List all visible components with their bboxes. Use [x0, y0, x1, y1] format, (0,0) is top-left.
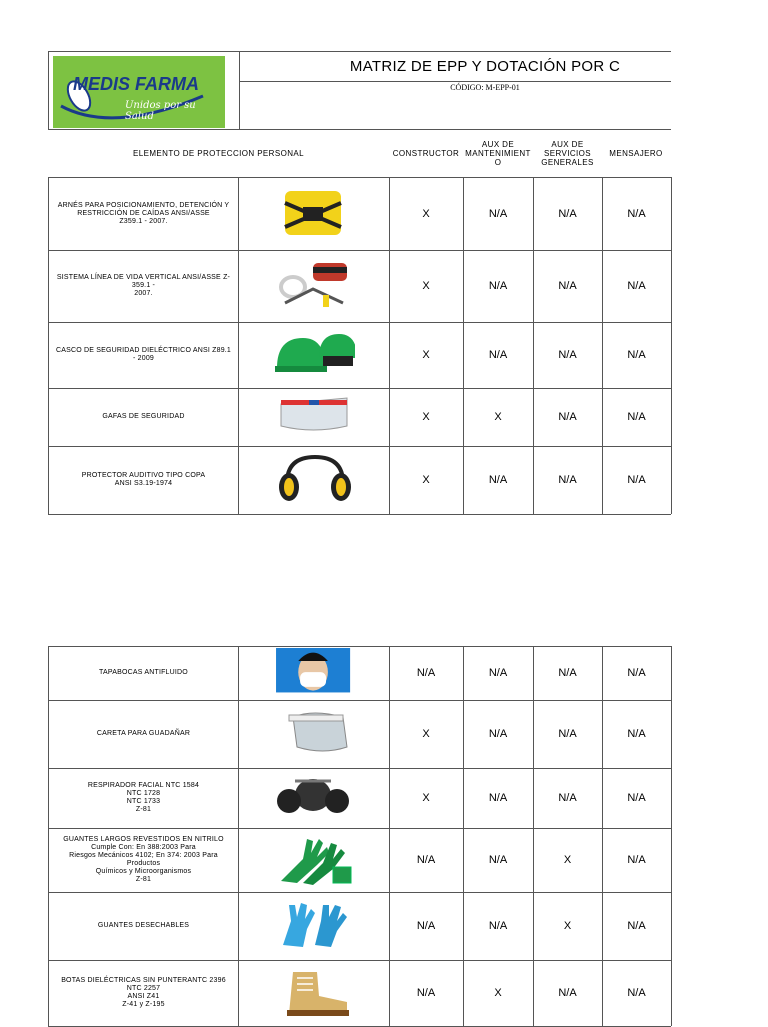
epp-element-name: PROTECTOR AUDITIVO TIPO COPA ANSI S3.19-1974: [81, 472, 206, 487]
epp-value-cell: N/A: [627, 474, 646, 486]
epp-element-name: GAFAS DE SEGURIDAD: [102, 413, 185, 420]
lifeline-icon: [239, 250, 389, 322]
epp-element-name: GUANTES LARGOS REVESTIDOS EN NITRILO Cumple Con: En 388:2003 Para Riesgos Mecánicos 4102; En 374: 2003 Para Productos Químicos y Microorganismos Z-81: [63, 836, 224, 883]
epp-value-cell: N/A: [488, 854, 508, 866]
epp-value-cell: N/A: [627, 411, 646, 423]
epp-value-cell: N/A: [558, 987, 577, 999]
boots-icon: [239, 960, 389, 1026]
epp-value-cell: N/A: [488, 474, 508, 486]
epp-value-cell: N/A: [488, 667, 508, 679]
epp-element-name: CASCO DE SEGURIDAD DIELÉCTRICO ANSI Z89.1 - 2009: [55, 347, 232, 362]
epp-value-cell: N/A: [558, 411, 577, 423]
epp-element-name: RESPIRADOR FACIAL NTC 1584 NTC 1728 NTC 1733 Z-81: [87, 782, 200, 813]
epp-value-cell: X: [422, 207, 430, 220]
earmuffs-icon: [239, 446, 389, 514]
company-logo: [53, 56, 225, 128]
nitrile-gloves-icon: [239, 828, 389, 892]
col-header-aux-servicios: AUX DE SERVICIOS GENERALES: [541, 140, 594, 167]
epp-value-cell: N/A: [627, 854, 646, 866]
epp-value-cell: N/A: [558, 667, 577, 679]
epp-value-cell: N/A: [488, 207, 508, 220]
page-title: MATRIZ DE EPP Y DOTACIÓN POR C: [349, 58, 621, 75]
epp-value-cell: X: [422, 728, 430, 740]
col-header-element: ELEMENTO DE PROTECCION PERSONAL: [133, 149, 304, 158]
col-header-constructor: CONSTRUCTOR: [392, 149, 460, 158]
epp-element-name: ARNÉS PARA POSICIONAMIENTO, DETENCIÓN Y RESTRICCIÓN DE CAÍDAS ANSI/ASSE Z359.1 - 2007.: [57, 201, 230, 225]
epp-value-cell: X: [422, 411, 430, 423]
epp-element-name: CARETA PARA GUADAÑAR: [96, 730, 191, 737]
epp-value-cell: N/A: [627, 920, 646, 932]
epp-value-cell: N/A: [488, 280, 508, 292]
col-header-mensajero: MENSAJERO: [609, 149, 663, 158]
respirator-icon: [239, 768, 389, 828]
epp-value-cell: N/A: [627, 280, 646, 292]
epp-value-cell: X: [563, 854, 572, 866]
epp-value-cell: N/A: [488, 792, 508, 804]
epp-value-cell: N/A: [558, 349, 577, 361]
epp-value-cell: N/A: [558, 280, 577, 292]
epp-value-cell: N/A: [627, 667, 646, 679]
disposable-gloves-icon: [239, 892, 389, 960]
face-shield-icon: [239, 700, 389, 768]
epp-value-cell: X: [422, 792, 430, 804]
epp-value-cell: N/A: [558, 728, 577, 740]
helmet-icon: [239, 322, 389, 388]
epp-value-cell: N/A: [488, 349, 508, 361]
epp-element-name: SISTEMA LÍNEA DE VIDA VERTICAL ANSI/ASSE Z- 359.1 - 2007.: [56, 274, 231, 297]
epp-value-cell: X: [422, 349, 430, 361]
epp-value-cell: X: [494, 987, 502, 999]
epp-value-cell: N/A: [416, 854, 436, 866]
epp-value-cell: N/A: [627, 728, 646, 740]
epp-value-cell: N/A: [558, 207, 577, 220]
epp-value-cell: X: [494, 411, 502, 423]
epp-element-name: TAPABOCAS ANTIFLUIDO: [99, 669, 188, 676]
epp-value-cell: N/A: [558, 792, 577, 804]
epp-value-cell: N/A: [416, 667, 436, 679]
document-code: CÓDIGO: M-EPP-01: [450, 83, 520, 92]
epp-value-cell: N/A: [488, 920, 508, 932]
epp-value-cell: X: [563, 920, 572, 932]
epp-value-cell: N/A: [627, 792, 646, 804]
epp-value-cell: N/A: [416, 987, 436, 999]
epp-value-cell: N/A: [627, 349, 646, 361]
epp-value-cell: N/A: [627, 207, 646, 220]
col-header-aux-mantenimiento: AUX DE MANTENIMIENT O: [465, 140, 531, 167]
epp-value-cell: X: [422, 280, 430, 292]
epp-value-cell: N/A: [416, 920, 436, 932]
harness-icon: [239, 177, 389, 250]
face-mask-icon: [239, 646, 389, 700]
epp-value-cell: N/A: [627, 987, 646, 999]
epp-value-cell: N/A: [558, 474, 577, 486]
goggles-icon: [239, 388, 389, 446]
logo-brand: MEDIS FARMA: [73, 74, 199, 94]
epp-element-name: GUANTES DESECHABLES: [97, 922, 190, 929]
epp-value-cell: N/A: [488, 728, 508, 740]
epp-element-name: BOTAS DIELÉCTRICAS SIN PUNTERANTC 2396 NTC 2257 ANSI Z41 Z-41 y Z-195: [61, 977, 226, 1008]
epp-value-cell: X: [422, 474, 430, 486]
logo-tagline: Unidos por su Salud: [125, 100, 196, 122]
